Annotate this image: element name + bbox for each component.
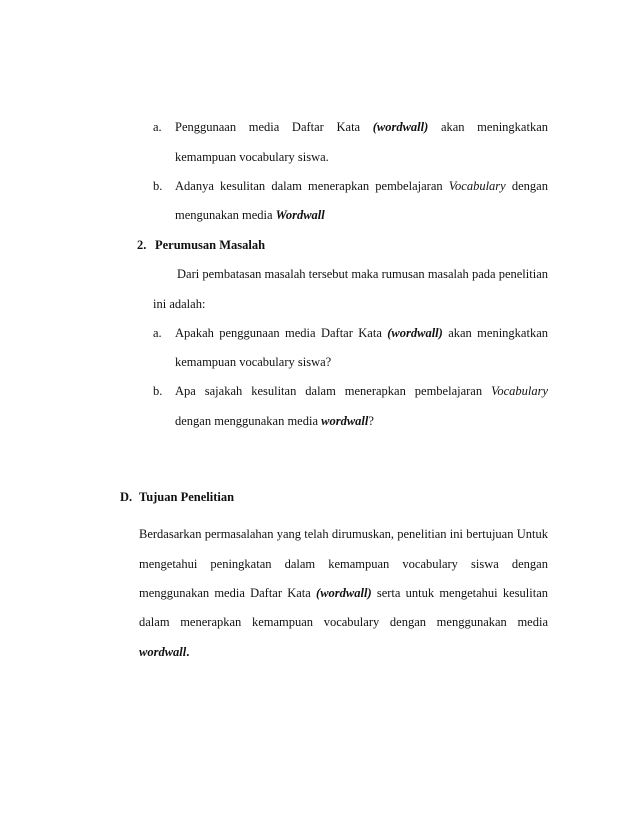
emphasis: wordwall [321,414,369,428]
paragraph-line: dalam menerapkan kemampuan vocabulary dengan menggunakan media [139,615,548,629]
text: menggunakan media Daftar Kata [139,586,317,600]
emphasis: Vocabulary [491,384,548,398]
list-marker-a: a. [153,326,162,340]
text: akan meningkatkan [442,326,548,340]
paragraph-line: Berdasarkan permasalahan yang telah dirumuskan, penelitian ini bertujuan Untuk [139,527,548,541]
text: dengan menggunakan media [175,414,322,428]
emphasis: (wordwall) [387,326,443,340]
list-item-b-line2 [175,413,374,429]
paragraph-line: mengetahui peningkatan dalam kemampuan vocabulary siswa dengan [139,557,548,571]
section-number: 2. [137,238,147,252]
emphasis: (wordwall) [372,120,429,134]
text: mengunakan media [175,208,276,222]
emphasis: Vocabulary [448,179,506,193]
section-heading: Perumusan Masalah [155,238,266,252]
list-marker-b: b. [153,384,163,398]
text: akan meningkatkan [428,120,548,134]
text: ? [368,414,374,428]
paragraph-line: Dari pembatasan masalah tersebut maka rumusan masalah pada penelitian [177,267,548,281]
list-item-b-line1 [175,178,548,194]
paragraph-line: ini adalah: [153,297,206,311]
text: Adanya kesulitan dalam menerapkan pembelajaran [175,179,449,193]
text: . [186,645,190,659]
text: Apa sajakah kesulitan dalam menerapkan pembelajaran [175,384,492,398]
list-item-a-line1 [175,119,548,135]
text: dengan [505,179,548,193]
section-heading: Tujuan Penelitian [139,490,235,504]
emphasis: Wordwall [275,208,325,222]
text: Apakah penggunaan media Daftar Kata [175,326,388,340]
list-item-b-line2 [175,207,325,223]
list-item-a-line2: kemampuan vocabulary siswa. [175,150,329,164]
paragraph-line [139,644,189,660]
list-item-b-line1 [175,383,548,399]
emphasis: wordwall [139,645,187,659]
emphasis: (wordwall) [316,586,372,600]
list-item-a-line2: kemampuan vocabulary siswa? [175,355,332,369]
list-marker-a: a. [153,120,162,134]
paragraph-line [139,585,548,601]
text: Penggunaan media Daftar Kata [175,120,373,134]
list-marker-b: b. [153,179,163,193]
section-letter: D. [120,490,133,504]
text: serta untuk mengetahui kesulitan [371,586,548,600]
list-item-a-line1 [175,325,548,341]
